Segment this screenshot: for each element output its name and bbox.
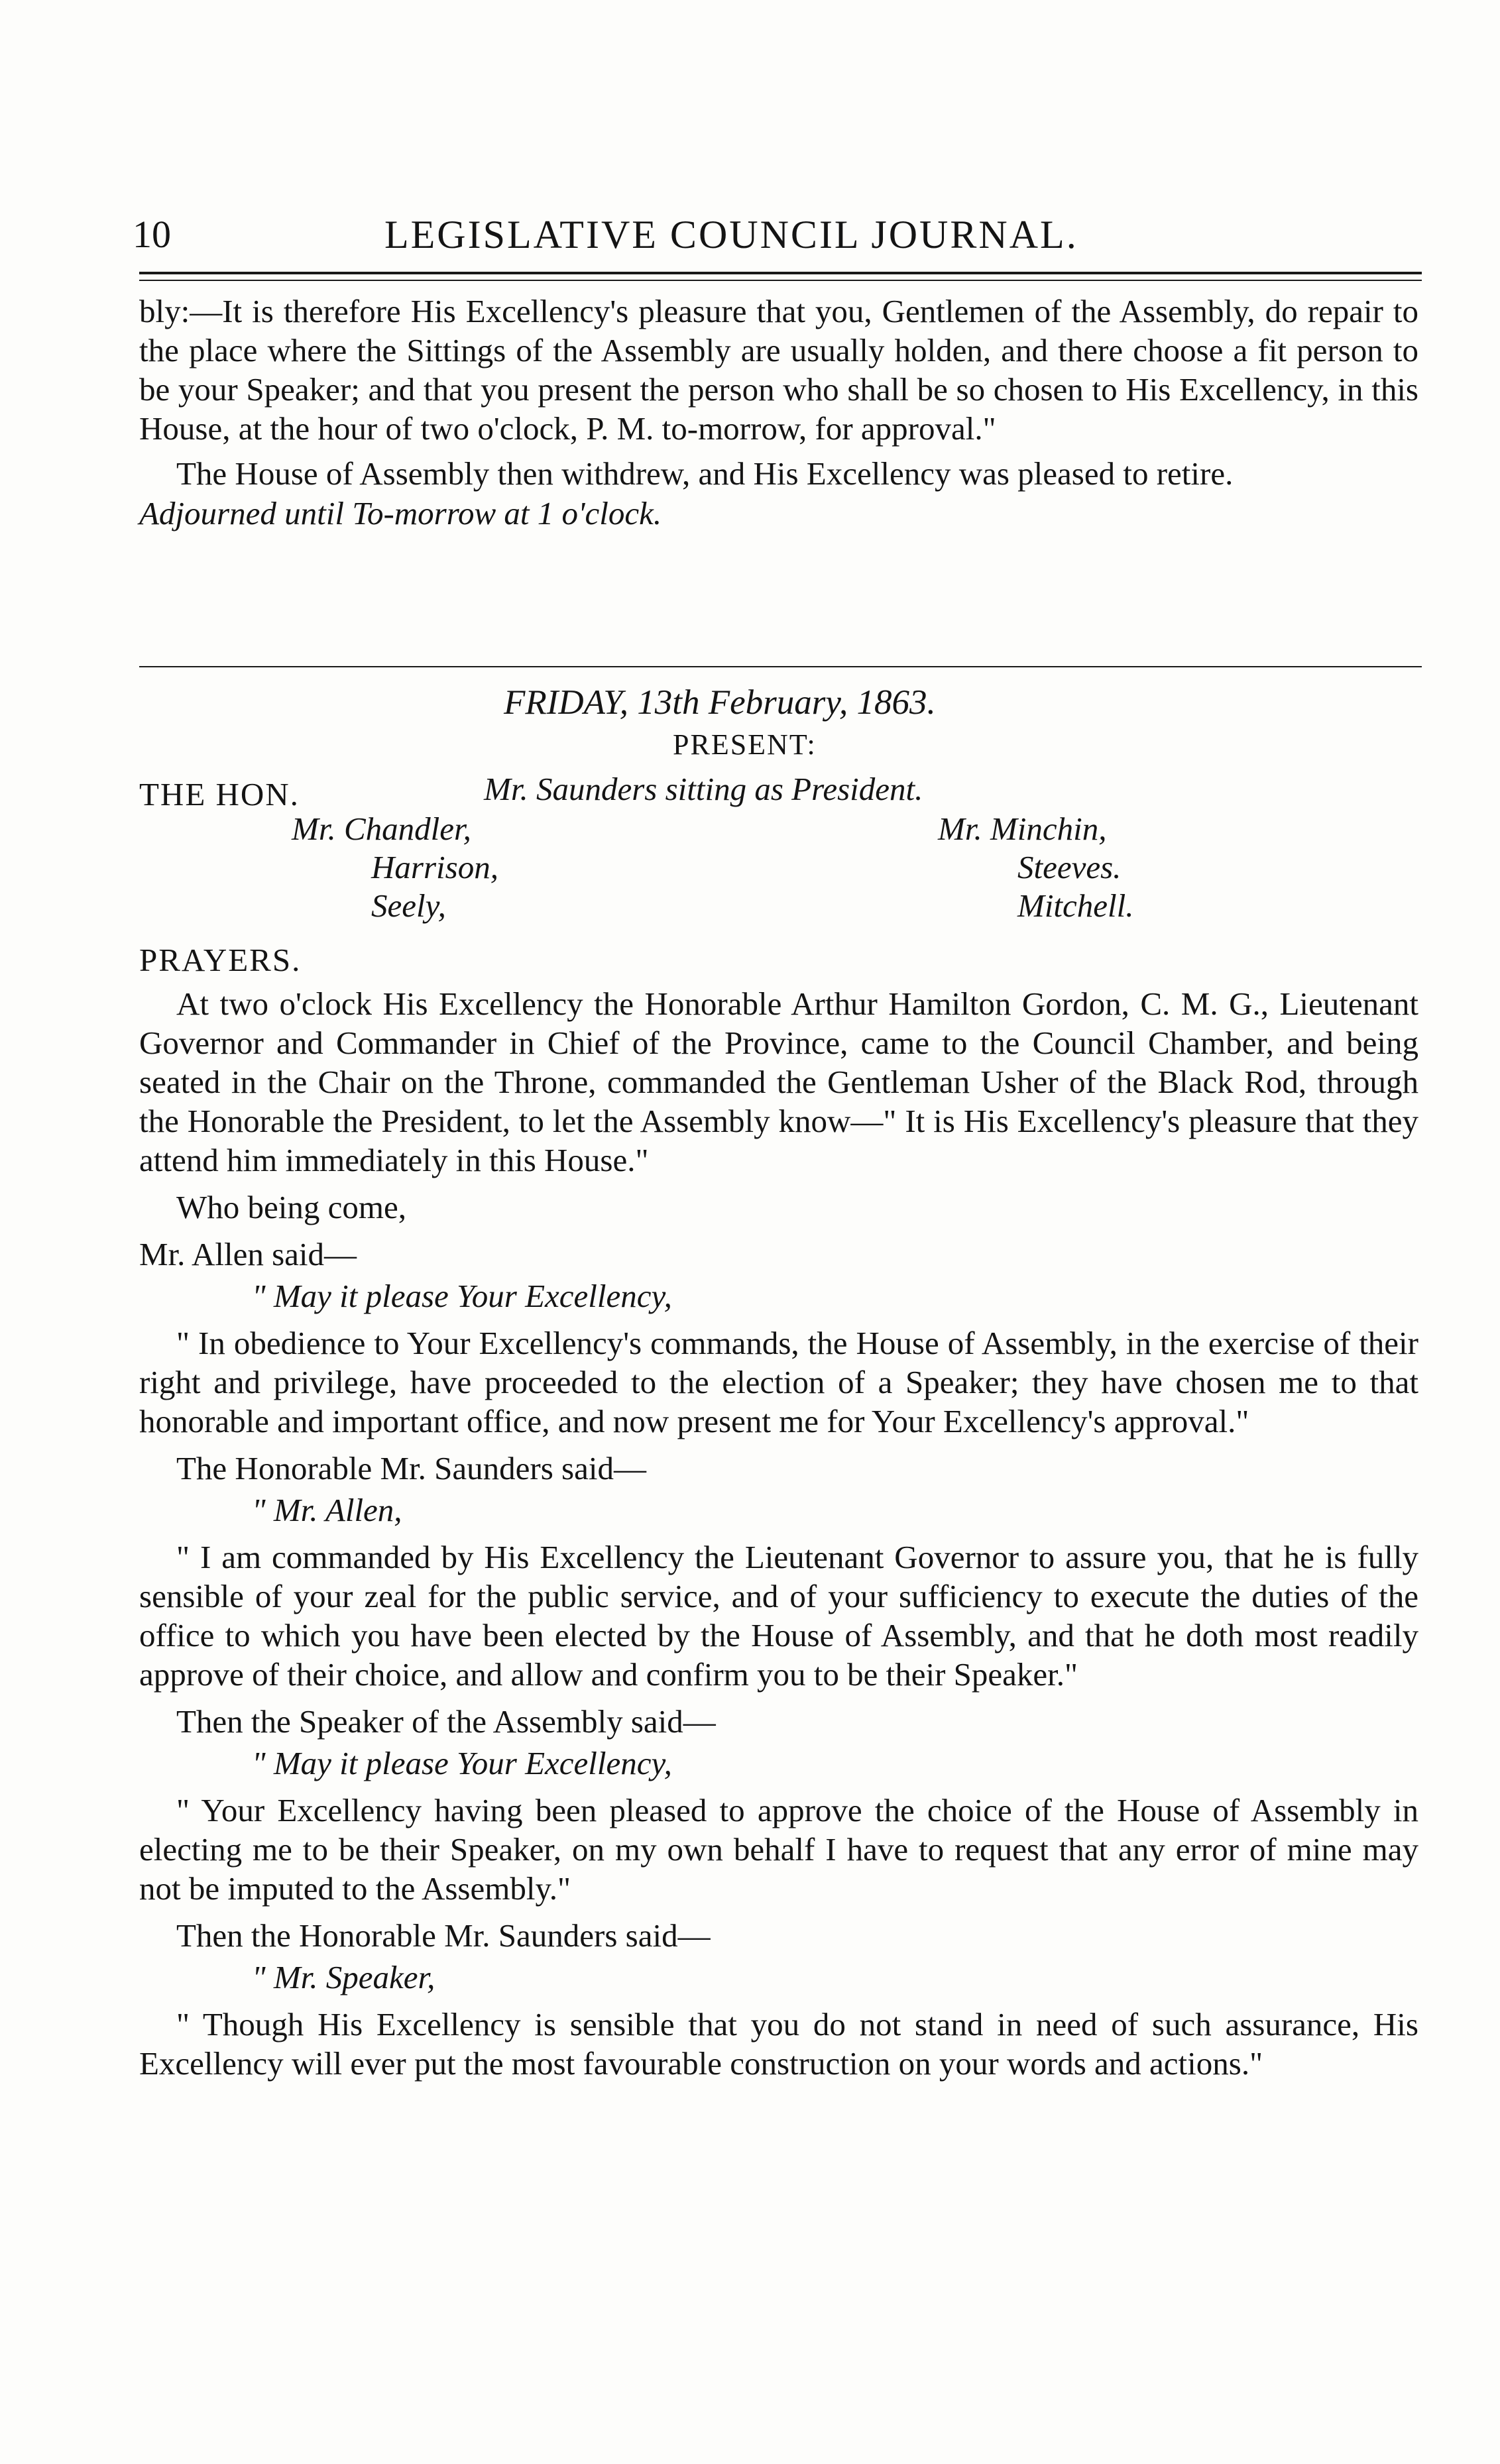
proceedings-paragraph: Then the Speaker of the Assembly said— [176,1703,716,1740]
proceedings-paragraph: The Honorable Mr. Saunders said— [176,1450,646,1486]
proceedings-paragraph: " In obedience to Your Excellency's commands, the House of Assembly, in the exercise of their right and privilege, have proceeded to the election of a Speaker; they have chosen me to that honorable and important office, and now present me for Your Excellency's approval." [139,1325,1418,1439]
address-salutation: " Mr. Allen, [252,1492,402,1528]
member-chandler: Mr. Chandler, [292,811,471,847]
proceedings-section [139,984,1418,2083]
prayers-heading: PRAYERS. [139,942,302,978]
address-salutation: " Mr. Speaker, [252,1959,435,1995]
proceedings-paragraph: Then the Honorable Mr. Saunders said— [176,1917,711,1954]
the-hon-label: THE HON. [139,776,300,812]
present-heading: PRESENT: [673,728,817,761]
address-salutation: " May it please Your Excellency, [252,1278,672,1314]
section-divider [139,666,1422,667]
member-mitchell: Mitchell. [1017,887,1134,924]
proceedings-paragraph: " Though His Excellency is sensible that you do not stand in need of such assurance, His Excellency will ever put the most favourable construction on your words and actions." [139,2006,1418,2082]
member-harrison: Harrison, [371,849,498,885]
adjournment-note: Adjourned until To-morrow at 1 o'clock. [139,495,662,532]
proceedings-paragraph: At two o'clock His Excellency the Honorable Arthur Hamilton Gordon, C. M. G., Lieutenant Governor and Commander in Chief of the Province, came to the Council Chamber, and being seated in the Chair on the Throne, commanded the Gentleman Usher of the Black Rod, through the Honorable the President, to let the Assembly know—" It is His Excellency's pleasure that they attend him immediately in this House." [139,985,1418,1178]
member-minchin: Mr. Minchin, [938,811,1107,847]
proceedings-paragraph: " Your Excellency having been pleased to approve the choice of the House of Assembly in electing me to be their Speaker, on my own behalf I have to request that any error of mine may not be imputed to the Assembly." [139,1792,1418,1907]
member-steeves: Steeves. [1017,849,1122,885]
opening-section [139,292,1418,533]
proceedings-paragraph: Mr. Allen said— [139,1236,357,1272]
proceedings-paragraph: Who being come, [176,1189,406,1225]
member-seely: Seely, [371,887,446,924]
header-rule-bottom [139,280,1422,281]
withdrew-paragraph: The House of Assembly then withdrew, and His Excellency was pleased to retire. [176,455,1234,492]
journal-title: LEGISLATIVE COUNCIL JOURNAL. [384,213,1078,256]
opening-paragraph: bly:—It is therefore His Excellency's pleasure that you, Gentlemen of the Assembly, do repair to the place where the Sittings of the Assembly are usually holden, and there choose a fit person to be your Speaker; and that you present the person who shall be so chosen to His Excellency, in this House, at the hour of two o'clock, P. M. to-morrow, for approval." [139,293,1418,447]
sitting-date: FRIDAY, 13th February, 1863. [504,683,936,722]
address-salutation: " May it please Your Excellency, [252,1745,672,1781]
page-number: 10 [133,213,171,256]
president-line: Mr. Saunders sitting as President. [484,771,923,807]
header-rule-top [139,272,1422,274]
proceedings-paragraph: " I am commanded by His Excellency the Lieutenant Governor to assure you, that he is fully sensible of your zeal for the public service, and of your sufficiency to execute the duties of the office to which you have been elected by the House of Assembly, and that he doth most readily approve of their choice, and allow and confirm you to be their Speaker." [139,1539,1418,1693]
page-header [133,212,1415,265]
